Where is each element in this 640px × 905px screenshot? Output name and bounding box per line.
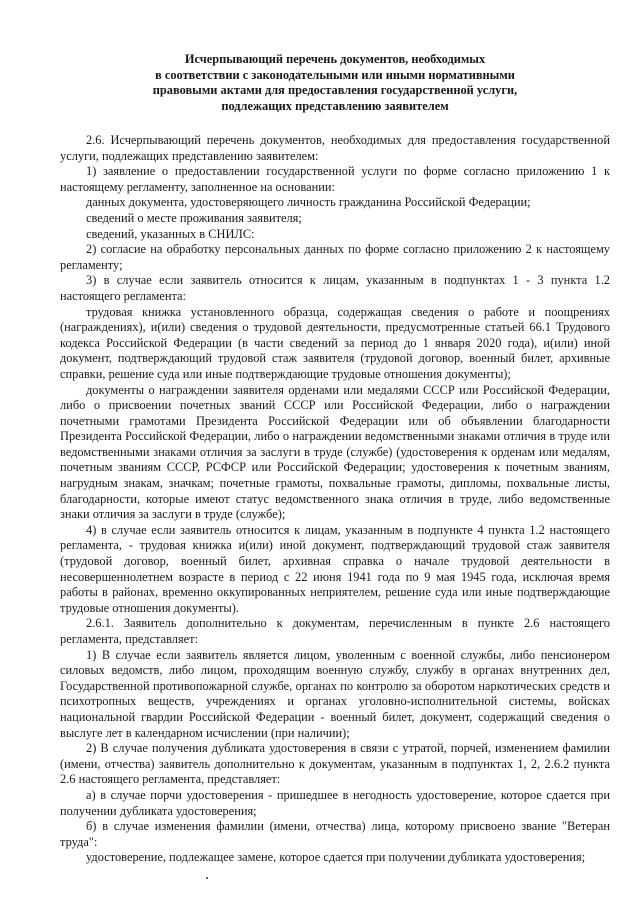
paragraph-duplicate: 2) В случае получения дубликата удостоверения в связи с утратой, порчей, изменением фамилии (имени, отчества) заявитель дополнительно к документам, указанным в подпунктах 1, 2, 2.6.2 пункта 2.6 настоящего регламента, представляет: [60,741,610,787]
paragraph-work-record: трудовая книжка установленного образца, содержащая сведения о работе и поощрениях (награждениях), и(или) сведения о трудовой деятельности, предусмотренные статьей 66.1 Трудового кодекса Российской Федерации (в части сведений за период до 1 января 2020 года), и(или) иной документ, подтверждающий трудовой стаж заявителя (трудовой договор, военный билет, архивные справки, решение суда или иные подтверждающие трудовые отношения документы); [60,304,610,381]
paragraph-item-1: 1) заявление о предоставлении государственной услуги по форме согласно приложению 1 к настоящему регламенту, заполненное на основании: [60,164,610,194]
paragraph-military: 1) В случае если заявитель является лицом, уволенным с военной службы, либо пенсионером силовых ведомств, либо лицом, проходящим военную службу, службу в органах внутренних дел, Государственной противопожарной службе, органах по контролю за оборотом наркотических средств и психотропных веществ, учреждениях и органах уголовно-исполнительной системы, войсках национальной гвардии Российской Федерации - военный билет, документ, содержащий сведения о выслуге лет в календарном исчислении (при наличии); [60,647,610,740]
scan-speck [206,877,208,879]
paragraph-item-4: 4) в случае если заявитель относится к лицам, указанным в подпункте 4 пункта 1.2 настоящего регламента, - трудовая книжка и(или) иной документ, подтверждающий трудовой стаж заявителя (трудовой договор, военный билет, архивная справка о начале трудовой деятельности в несовершеннолетнем возрасте в период с 22 июня 1941 года по 9 мая 1945 года, исключая время работы в районах, временно оккупированных неприятелем, решение суда или иные подтверждающие трудовые отношения документы). [60,522,610,615]
paragraph-2-6-1: 2.6.1. Заявитель дополнительно к документам, перечисленным в пункте 2.6 настоящего регламента, представляет: [60,616,610,646]
paragraph-damage: а) в случае порчи удостоверения - пришедшее в негодность удостоверение, которое сдается при получении дубликата удостоверения; [60,787,610,818]
paragraph-residence: сведений о месте проживания заявителя; [86,210,302,225]
paragraph-certificate-replace: удостоверение, подлежащее замене, которое сдается при получении дубликата удостоверения; [86,850,586,865]
document-body [60,133,610,866]
paragraph-name-change: б) в случае изменения фамилии (имени, отчества) лица, которому присвоено звание "Ветеран труда": [60,819,610,849]
paragraph-item-2: 2) согласие на обработку персональных данных по форме согласно приложению 2 к настоящему регламенту; [60,242,610,272]
paragraph-2-6: 2.6. Исчерпывающий перечень документов, необходимых для предоставления государственной услуги, подлежащих представлению заявителем: [60,133,610,163]
paragraph-awards: документы о награждении заявителя орденами или медалями СССР или Российской Федерации, либо о присвоении почетных званий СССР или Российской Федерации, либо о награждении почетными грамотами Президента Российской Федерации или об объявлении благодарности Президента Российской Федерации, либо о награждении ведомственными знаками отличия в труде или ведомственными знаками отличия за заслуги в труде (службе) (удостоверения к орденам или медалям, почетным званиям СССР, РСФСР или Российской Федерации; удостоверения к почетным званиям, нагрудным знакам, значкам; почетные грамоты, похвальные грамоты, дипломы, похвальные листы, благодарности, которые имеют статус ведомственного знака отличия в труде, либо ведомственные знаки отличия за заслуги в труде (службе); [60,382,610,522]
title-line-3: правовыми актами для предоставления государственной услуги, [152,83,518,97]
document-title [60,52,610,114]
paragraph-passport-data: данных документа, удостоверяющего личность гражданина Российской Федерации; [86,195,531,210]
title-line-2: в соответствии с законодательными или иными нормативными [155,67,515,82]
title-line-1: Исчерпывающий перечень документов, необходимых [184,52,486,66]
title-line-4: подлежащих представлению заявителем [221,98,449,113]
paragraph-snils: сведений, указанных в СНИЛС: [86,226,255,241]
paragraph-item-3: 3) в случае если заявитель относится к лицам, указанным в подпунктах 1 - 3 пункта 1.2 настоящего регламента: [60,273,610,303]
